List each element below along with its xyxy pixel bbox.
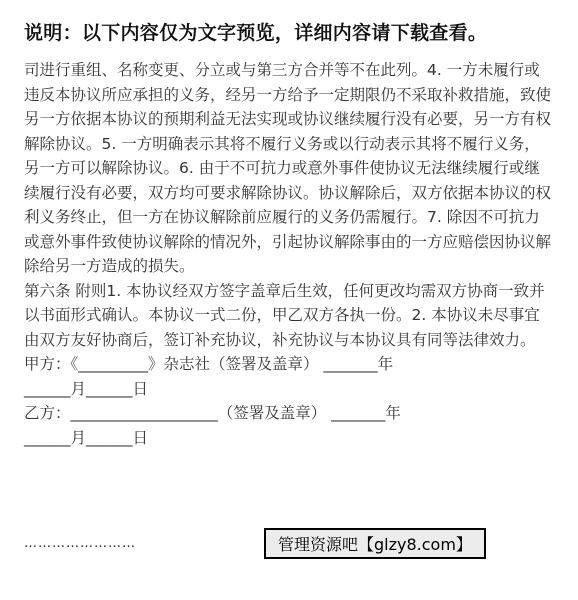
party-b-signature-line: 乙方：___________________（签署及盖章） _______年 [24, 404, 401, 422]
site-watermark-badge: 管理资源吧【glzy8.com】 [264, 528, 486, 559]
party-a-signature-line: 甲方：《_________》杂志社（签署及盖章） _______年 [24, 355, 394, 373]
preview-notice: 说明：以下内容仅为文字预览，详细内容请下载查看。 [24, 22, 488, 44]
document-body [24, 58, 554, 450]
paragraph-termination-clauses: 司进行重组、名称变更、分立或与第三方合并等不在此列。4. 一方未履行或违反本协议所应承担的义务，经另一方给予一定期限仍不采取补救措施，致使另一方依据本协议的预期利益无法实现或协议继续履行没有必要，另一方有权解除协议。5. 一方明确表示其将不履行义务或以行动表示其将不履行义务，另一方可以解除协议。6. 由于不可抗力或意外事件使协议无法继续履行或继续履行没有必要，双方均可要求解除协议。协议解除后，双方依据本协议的权利义务终止，但一方在协议解除前应履行的义务仍需履行。7. 除因不可抗力或意外事件致使协议解除的情况外，引起协议解除事由的一方应赔偿因协议解除给另一方造成的损失。 [24, 61, 552, 275]
paragraph-article-six: 第六条 附则1. 本协议经双方签字盖章后生效，任何更改均需双方协商一致并以书面形式确认。本协议一式二份，甲乙双方各执一份。2. 本协议未尽事宜由双方友好协商后，签订补充协议，补充协议与本协议具有同等法律效力。 [24, 281, 545, 349]
party-b-date-line: ______月______日 [24, 428, 149, 447]
ellipsis-dots: …………………… [24, 536, 136, 551]
party-a-date-line: ______月______日 [24, 379, 149, 398]
